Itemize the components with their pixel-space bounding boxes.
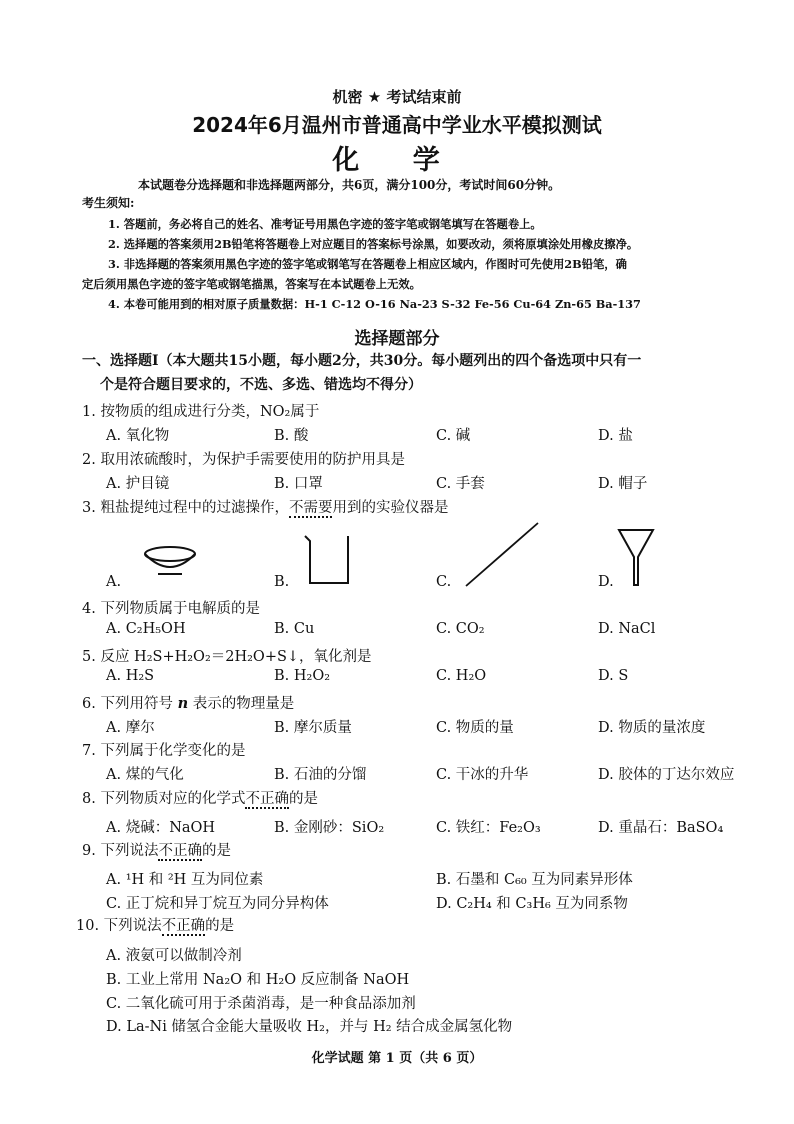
q3-option-d: D.	[598, 574, 614, 590]
q6-option-d: D. 物质的量浓度	[598, 720, 706, 736]
question-2-stem: 2. 取用浓硫酸时，为保护手需要使用的防护用具是	[82, 452, 405, 468]
question-7-stem: 7. 下列属于化学变化的是	[82, 743, 246, 759]
q5-option-d: D. S	[598, 668, 629, 684]
glass-rod-icon	[462, 520, 542, 590]
q10-option-d: D. La-Ni 储氢合金能大量吸收 H₂，并与 H₂ 结合成金属氢化物	[106, 1019, 513, 1035]
q6-stem-post: 表示的物理量是	[188, 696, 295, 712]
q10-option-a: A. 液氨可以做制冷剂	[106, 948, 242, 964]
q9-option-d: D. C₂H₄ 和 C₃H₆ 互为同系物	[436, 896, 628, 912]
q9-stem-pre: 9. 下列说法	[82, 843, 159, 859]
q10-option-b: B. 工业上常用 Na₂O 和 H₂O 反应制备 NaOH	[106, 972, 410, 988]
exam-title: 2024年6月温州市普通高中学业水平模拟测试	[192, 113, 602, 137]
notice-item: 2. 选择题的答案须用2B铅笔将答题卷上对应题目的答案标号涂黑，如要改动，须将原填涂处用橡皮擦净。	[108, 237, 639, 251]
question-5-stem: 5. 反应 H₂S+H₂O₂＝2H₂O+S↓，氧化剂是	[82, 649, 372, 665]
page-footer: 化学试题 第 1 页（共 6 页）	[311, 1051, 483, 1066]
part-instructions: 一、选择题Ⅰ（本大题共15小题，每小题2分，共30分。每小题列出的四个备选项中只有一	[82, 353, 642, 369]
q10-stem-pre: 10. 下列说法	[76, 918, 162, 934]
q6-stem-variable: n	[177, 695, 189, 712]
notice-item: 3. 非选择题的答案须用黑色字迹的签字笔或钢笔写在答题卷上相应区域内，作图时可先使用2B铅笔，确	[108, 257, 627, 271]
funnel-icon	[616, 527, 656, 589]
q1-option-d: D. 盐	[598, 428, 633, 444]
q10-option-c: C. 二氧化硫可用于杀菌消毒，是一种食品添加剂	[106, 996, 416, 1012]
notice-item: 1. 答题前，务必将自己的姓名、准考证号用黑色字迹的签字笔或钢笔填写在答题卷上。	[108, 217, 542, 231]
q3-stem-pre: 3. 粗盐提纯过程中的过滤操作，	[82, 500, 289, 516]
section-title: 选择题部分	[354, 329, 440, 349]
q4-option-a: A. C₂H₅OH	[106, 621, 186, 637]
question-1-stem: 1. 按物质的组成进行分类，NO₂属于	[82, 404, 320, 420]
subject-title: 化 学	[332, 145, 462, 176]
q8-stem-emphasis: 不正确	[245, 791, 289, 807]
q3-stem-emphasis: 不需要	[288, 500, 333, 516]
q9-option-a: A. ¹H 和 ²H 互为同位素	[106, 872, 264, 888]
q8-option-a: A. 烧碱：NaOH	[106, 820, 216, 836]
notice-title: 考生须知:	[82, 196, 135, 210]
question-3-stem	[82, 496, 448, 517]
q9-stem-post: 的是	[201, 843, 231, 859]
q8-stem-post: 的是	[288, 791, 318, 807]
q1-option-c: C. 碱	[436, 428, 471, 444]
question-10-stem	[76, 914, 234, 935]
part-instructions-cont: 个是符合题目要求的，不选、多选、错选均不得分）	[100, 377, 422, 393]
q3-option-b: B.	[274, 574, 290, 590]
q6-stem-pre: 6. 下列用符号	[82, 696, 178, 712]
q5-option-c: C. H₂O	[436, 668, 487, 684]
confidential-label: 机密 ★ 考试结束前	[332, 88, 462, 106]
q4-option-b: B. Cu	[274, 621, 315, 637]
intro-text: 本试题卷分选择题和非选择题两部分，共6页，满分100分，考试时间60分钟。	[138, 178, 561, 192]
beaker-icon	[302, 533, 354, 587]
q7-option-c: C. 干冰的升华	[436, 767, 529, 783]
notice-item: 定后须用黑色字迹的签字笔或钢笔描黑，答案写在本试题卷上无效。	[82, 277, 421, 291]
q6-option-c: C. 物质的量	[436, 720, 514, 736]
q1-option-b: B. 酸	[274, 428, 309, 444]
q2-option-b: B. 口罩	[274, 476, 323, 492]
q3-stem-post: 用到的实验仪器是	[332, 500, 449, 516]
q10-stem-emphasis: 不正确	[161, 918, 206, 934]
q10-stem-post: 的是	[205, 918, 235, 934]
q8-option-c: C. 铁红：Fe₂O₃	[436, 820, 541, 836]
q2-option-a: A. 护目镜	[106, 476, 170, 492]
question-9-stem	[82, 839, 231, 860]
evaporating-dish-icon	[142, 540, 198, 580]
q3-option-c: C.	[436, 574, 452, 590]
question-8-stem	[82, 787, 318, 808]
notice-item: 4. 本卷可能用到的相对原子质量数据：H-1 C-12 O-16 Na-23 S-32 Fe-56 Cu-64 Zn-65 Ba-137	[108, 297, 641, 311]
question-4-stem: 4. 下列物质属于电解质的是	[82, 601, 260, 617]
q7-option-b: B. 石油的分馏	[274, 767, 367, 783]
q4-option-d: D. NaCl	[598, 621, 656, 637]
q9-option-c: C. 正丁烷和异丁烷互为同分异构体	[106, 896, 329, 912]
question-6-stem	[82, 692, 294, 713]
q8-option-d: D. 重晶石：BaSO₄	[598, 820, 724, 836]
q8-option-b: B. 金刚砂：SiO₂	[274, 820, 385, 836]
q2-option-c: C. 手套	[436, 476, 485, 492]
q2-option-d: D. 帽子	[598, 476, 648, 492]
q5-option-a: A. H₂S	[106, 668, 155, 684]
q1-option-a: A. 氧化物	[106, 428, 170, 444]
q7-option-d: D. 胶体的丁达尔效应	[598, 767, 735, 783]
q9-stem-emphasis: 不正确	[158, 843, 202, 859]
q8-stem-pre: 8. 下列物质对应的化学式	[82, 791, 246, 807]
q6-option-a: A. 摩尔	[106, 720, 155, 736]
q9-option-b: B. 石墨和 C₆₀ 互为同素异形体	[436, 872, 633, 888]
q5-option-b: B. H₂O₂	[274, 668, 331, 684]
q7-option-a: A. 煤的气化	[106, 767, 184, 783]
q4-option-c: C. CO₂	[436, 621, 485, 637]
q6-option-b: B. 摩尔质量	[274, 720, 352, 736]
q3-option-a: A.	[106, 574, 122, 590]
